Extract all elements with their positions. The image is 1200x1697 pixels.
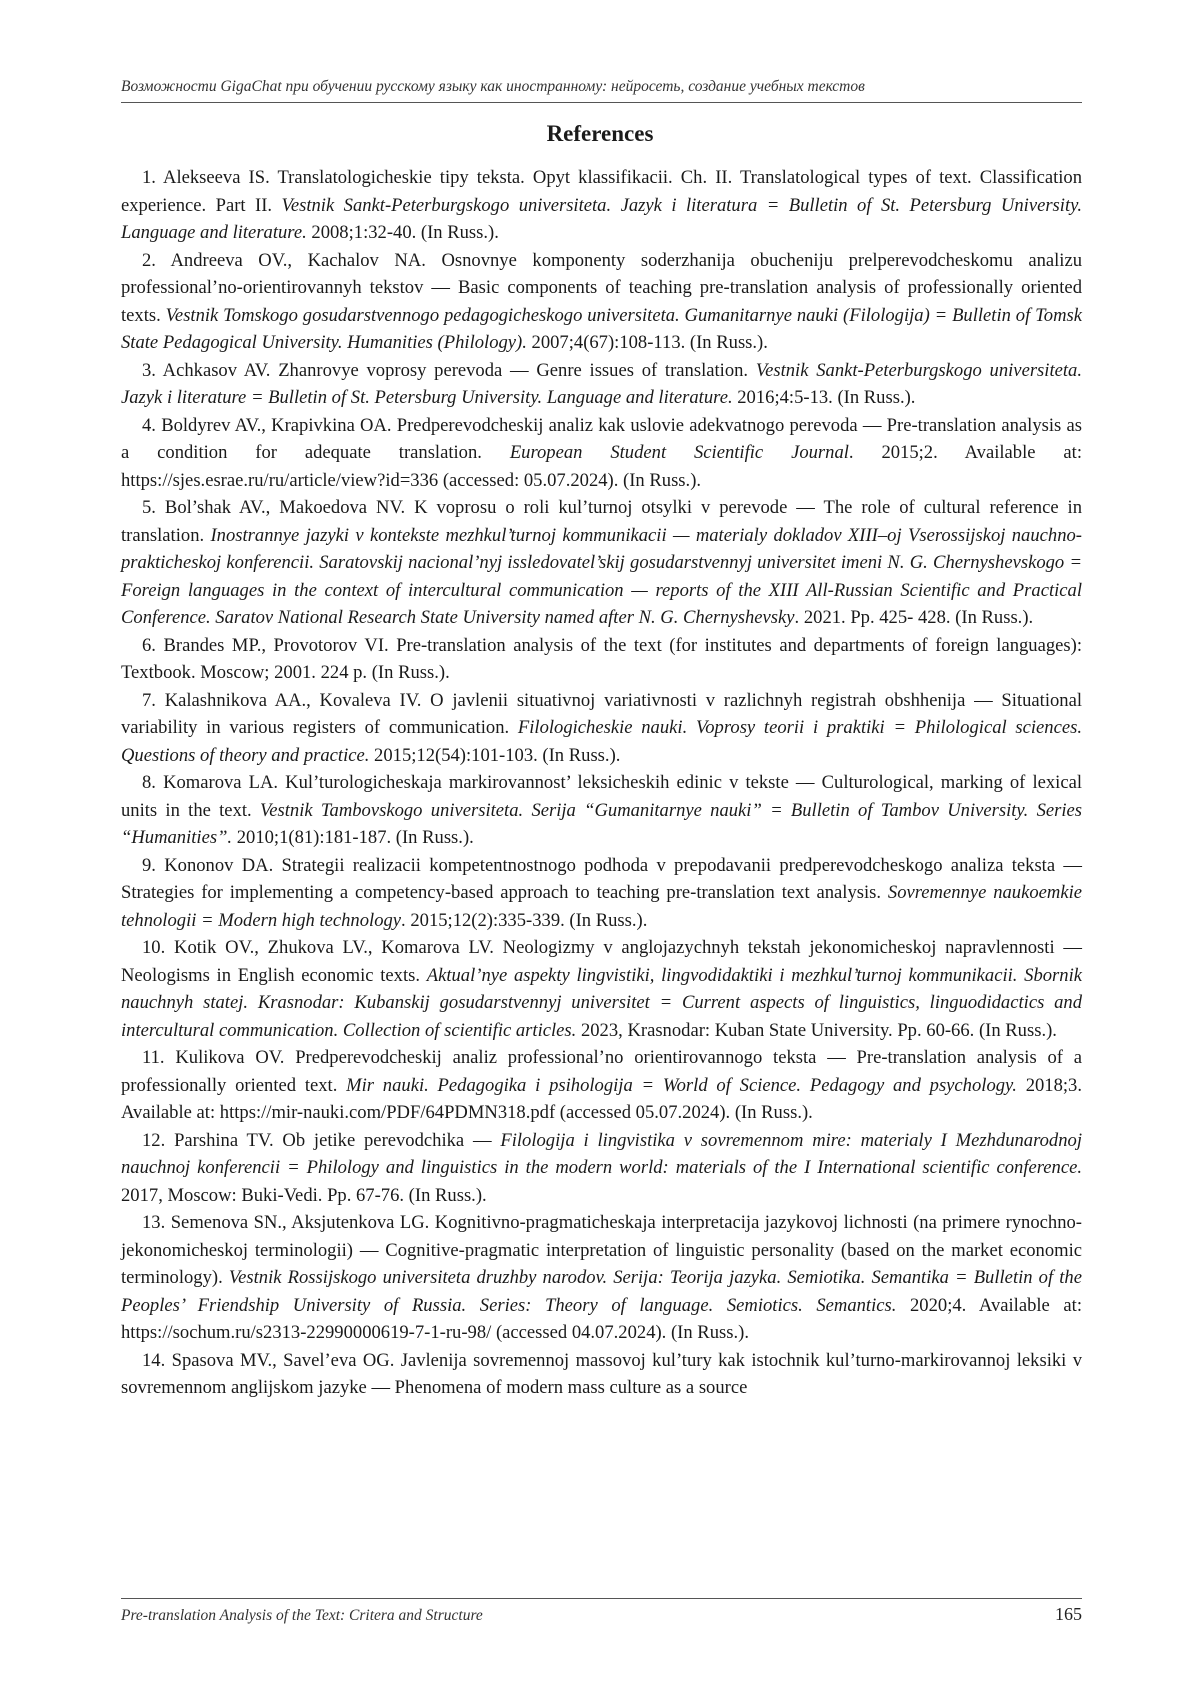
reference-item: 4. Boldyrev AV., Krapivkina OA. Predperevodcheskij analiz kak uslovie adekvatnogo perevoda — Pre-translation analysis as a condition for adequate translation. European Student Scientific Journal. 2015;2. Available at: https://sjes.esrae.ru/ru/article/view?id=336 (accessed: 05.07.2024). (In Russ.).	[121, 414, 1082, 491]
running-header: Возможности GigaChat при обучении русскому языку как иностранному: нейросеть, создание учебных текстов	[121, 78, 865, 95]
reference-item: 1. Alekseeva IS. Translatologicheskie tipy teksta. Opyt klassifikacii. Ch. II. Translatological types of text. Classification experience. Part II. Vestnik Sankt-Peterburgskogo universiteta. Jazyk i literatura = Bulletin of St. Petersburg University. Language and literature. 2008;1:32-40. (In Russ.).	[121, 167, 1082, 243]
reference-item: 5. Bol’shak AV., Makoedova NV. K voprosu o roli kul’turnoj otsylki v perevode — The role of cultural reference in translation. Inostrannye jazyki v kontekste mezhkul’turnoj kommunikacii — materialy dokladov XIII–oj Vserossijskoj nauchno-prakticheskoj konferencii. Saratovskij nacional’nyj issledovatel’skij gosudarstvennyj universitet imeni N. G. Chernyshevskogo = Foreign languages in the context of intercultural communication — reports of the XIII All-Russian Scientific and Practical Conference. Saratov National Research State University named after N. G. Chernyshevsky. 2021. Pp. 425- 428. (In Russ.).	[121, 497, 1082, 628]
reference-item: 8. Komarova LA. Kul’turologicheskaja markirovannost’ leksicheskih edinic v tekste — Culturological, marking of lexical units in the text. Vestnik Tambovskogo universiteta. Serija “Gumanitarnye nauki” = Bulletin of Tambov University. Series “Humanities”. 2010;1(81):181-187. (In Russ.).	[121, 772, 1083, 848]
references-heading: References	[546, 121, 654, 146]
reference-item: 12. Parshina TV. Ob jetike perevodchika — Filologija i lingvistika v sovremennom mire: materialy I Mezhdunarodnoj nauchnoj konferencii = Philology and linguistics in the modern world: materials of the I International scientific conference. 2017, Moscow: Buki-Vedi. Pp. 67-76. (In Russ.).	[121, 1129, 1082, 1206]
reference-item: 2. Andreeva OV., Kachalov NA. Osnovnye komponenty soderzhanija obucheniju prelperevodcheskomu analizu professional’no-orientirovannyh tekstov — Basic components of teaching pre-translation analysis of professionally oriented texts. Vestnik Tomskogo gosudarstvennogo pedagogicheskogo universiteta. Gumanitarnye nauki (Filologija) = Bulletin of Tomsk State Pedagogical University. Humanities (Philology). 2007;4(67):108-113. (In Russ.).	[121, 249, 1082, 353]
footer-article-title: Pre-translation Analysis of the Text: Critera and Structure	[121, 1607, 483, 1624]
references-list	[121, 164, 1082, 1402]
page-number: 165	[1055, 1604, 1082, 1624]
reference-item: 14. Spasova MV., Savel’eva OG. Javlenija sovremennoj massovoj kul’tury kak istochnik kul’turno-markirovannoj leksiki v sovremennom anglijskom jazyke — Phenomena of modern mass culture as a source	[121, 1349, 1082, 1398]
reference-item: 3. Achkasov AV. Zhanrovye voprosy perevoda — Genre issues of translation. Vestnik Sankt-Peterburgskogo universiteta. Jazyk i literature = Bulletin of St. Petersburg University. Language and literature. 2016;4:5-13. (In Russ.).	[121, 359, 1082, 408]
reference-item: 10. Kotik OV., Zhukova LV., Komarova LV. Neologizmy v anglojazychnyh tekstah jekonomicheskoj napravlennosti — Neologisms in English economic texts. Aktual’nye aspekty lingvistiki, lingvodidaktiki i mezhkul’turnoj kommunikacii. Sbornik nauchnyh statej. Krasnodar: Kubanskij gosudarstvennyj universitet = Current aspects of linguistics, linguodidactics and intercultural communication. Collection of scientific articles. 2023, Krasnodar: Kuban State University. Pp. 60-66. (In Russ.).	[121, 937, 1083, 1041]
reference-item: 11. Kulikova OV. Predperevodcheskij analiz professional’no orientirovannogo teksta — Pre-translation analysis of a professionally oriented text. Mir nauki. Pedagogika i psihologija = World of Science. Pedagogy and psychology. 2018;3. Available at: https://mir-nauki.com/PDF/64PDMN318.pdf (accessed 05.07.2024). (In Russ.).	[121, 1047, 1082, 1123]
reference-item: 6. Brandes MP., Provotorov VI. Pre-translation analysis of the text (for institutes and departments of foreign languages): Textbook. Moscow; 2001. 224 p. (In Russ.).	[121, 634, 1082, 683]
reference-item: 7. Kalashnikova AA., Kovaleva IV. O javlenii situativnoj variativnosti v razlichnyh registrah obshhenija — Situational variability in various registers of communication. Filologicheskie nauki. Voprosy teorii i praktiki = Philological sciences. Questions of theory and practice. 2015;12(54):101-103. (In Russ.).	[121, 689, 1082, 766]
reference-item: 9. Kononov DA. Strategii realizacii kompetentnostnogo podhoda v prepodavanii predperevodcheskogo analiza teksta — Strategies for implementing a competency-based approach to teaching pre-translation text analysis. Sovremennye naukoemkie tehnologii = Modern high technology. 2015;12(2):335-339. (In Russ.).	[121, 854, 1082, 931]
reference-item: 13. Semenova SN., Aksjutenkova LG. Kognitivno-pragmaticheskaja interpretacija jazykovoj lichnosti (na primere rynochno-jekonomicheskoj terminologii) — Cognitive-pragmatic interpretation of linguistic personality (based on the market economic terminology). Vestnik Rossijskogo universiteta druzhby narodov. Serija: Teorija jazyka. Semiotika. Semantika = Bulletin of the Peoples’ Friendship University of Russia. Series: Theory of language. Semiotics. Semantics. 2020;4. Available at: https://sochum.ru/s2313-22990000619-7-1-ru-98/ (accessed 04.07.2024). (In Russ.).	[121, 1212, 1082, 1343]
header-divider	[121, 102, 1082, 103]
footer-divider	[121, 1598, 1082, 1599]
